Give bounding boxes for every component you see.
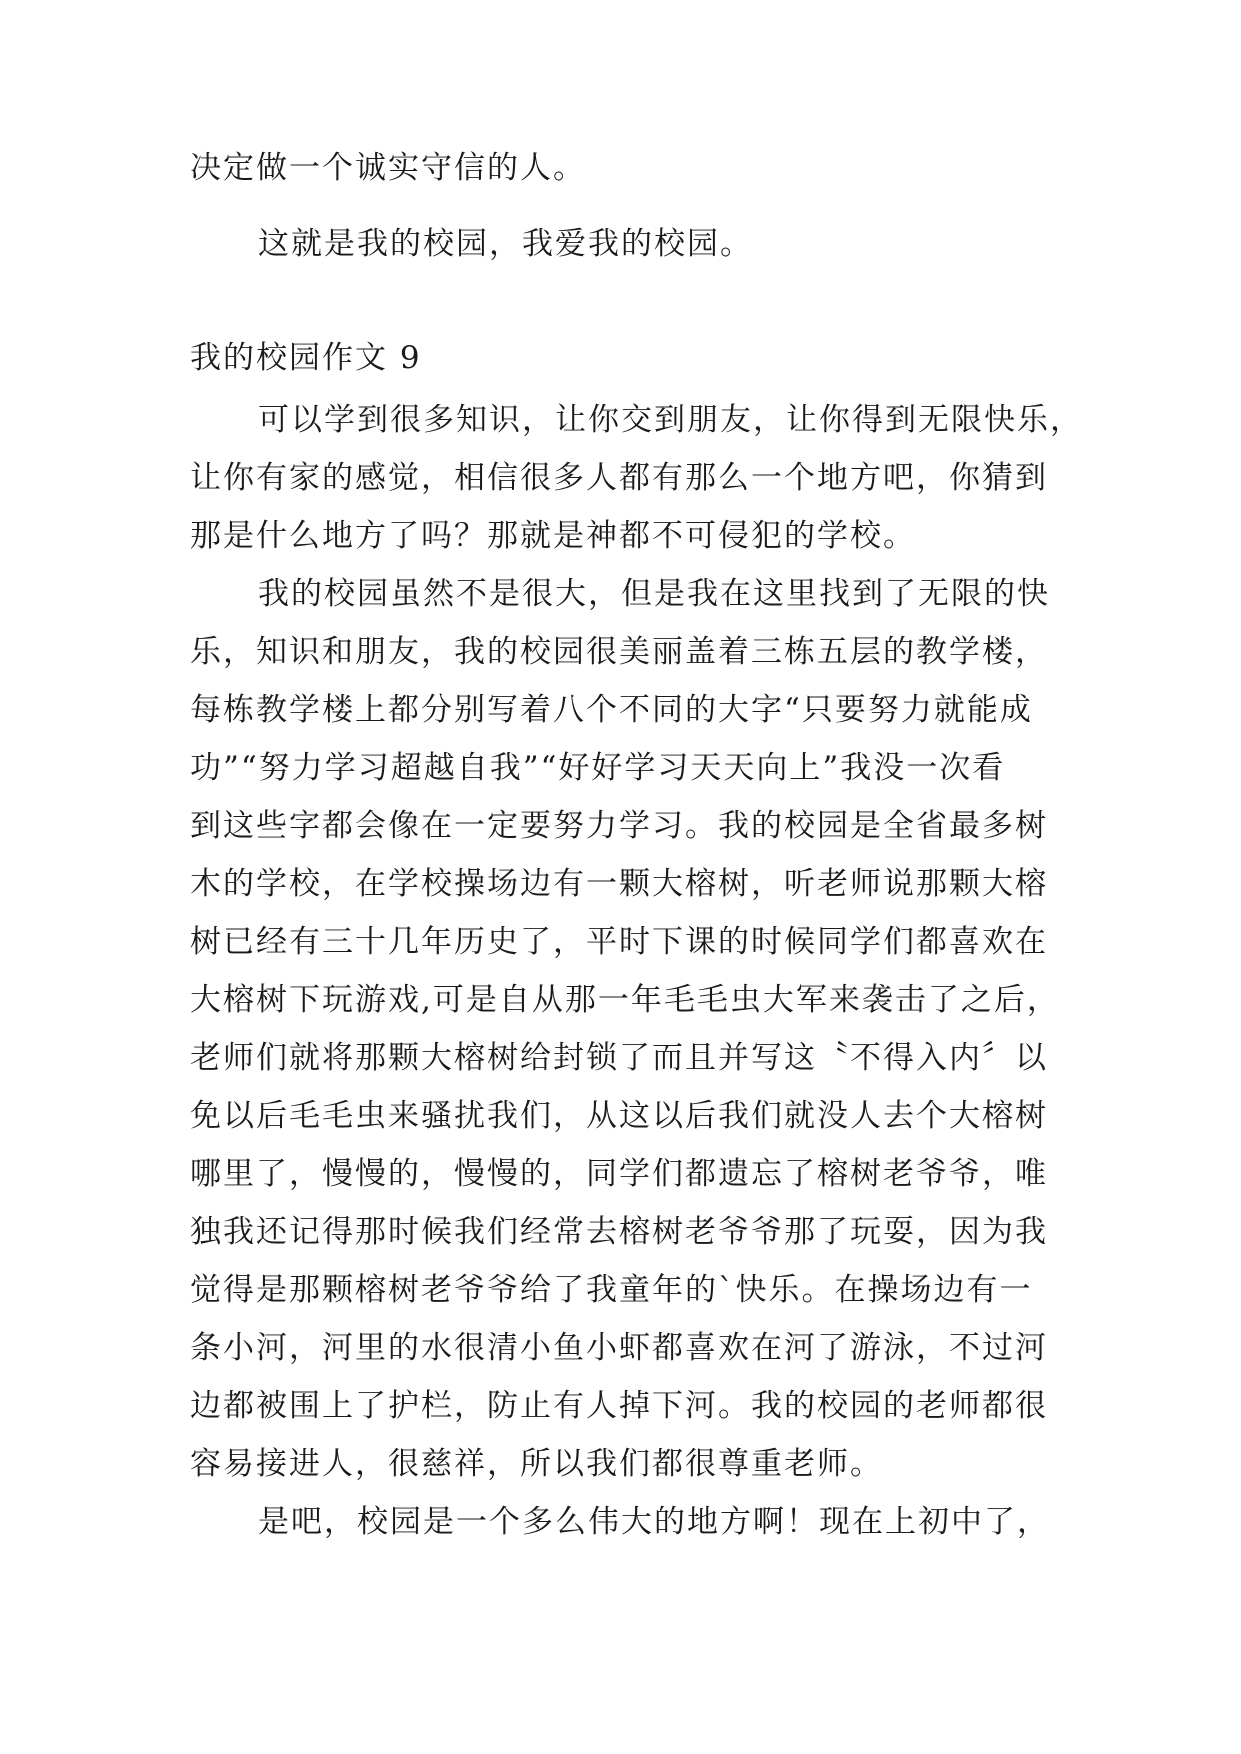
paragraph-line: 老师们就将那颗大榕树给封锁了而且并写这〝不得入内〞以 <box>190 1040 1048 1076</box>
paragraph-line: 大榕树下玩游戏,可是自从那一年毛毛虫大军来袭击了之后， <box>190 982 1060 1018</box>
paragraph-line: 独我还记得那时候我们经常去榕树老爷爷那了玩耍，因为我 <box>190 1214 1048 1250</box>
paragraph-line: 木的学校，在学校操场边有一颗大榕树，听老师说那颗大榕 <box>190 866 1048 902</box>
paragraph-line: 哪里了，慢慢的，慢慢的，同学们都遗忘了榕树老爷爷，唯 <box>190 1156 1048 1192</box>
paragraph-line: 让你有家的感觉，相信很多人都有那么一个地方吧，你猜到 <box>190 460 1048 496</box>
paragraph-line: 可以学到很多知识，让你交到朋友，让你得到无限快乐， <box>258 402 1083 438</box>
paragraph-line: 容易接进人，很慈祥，所以我们都很尊重老师。 <box>190 1446 883 1482</box>
paragraph-line: 每栋教学楼上都分别写着八个不同的大字“只要努力就能成 <box>190 692 1033 728</box>
paragraph-line: 我的校园虽然不是很大，但是我在这里找到了无限的快 <box>258 576 1050 612</box>
paragraph-line: 树已经有三十几年历史了，平时下课的时候同学们都喜欢在 <box>190 924 1048 960</box>
paragraph-line: 条小河，河里的水很清小鱼小虾都喜欢在河了游泳，不过河 <box>190 1330 1048 1366</box>
paragraph-line: 这就是我的校园，我爱我的校园。 <box>258 226 753 262</box>
paragraph-line: 那是什么地方了吗？那就是神都不可侵犯的学校。 <box>190 518 916 554</box>
paragraph-line: 功”“努力学习超越自我”“好好学习天天向上”我没一次看 <box>190 750 1006 786</box>
paragraph-line: 决定做一个诚实守信的人。 <box>190 150 586 186</box>
paragraph-line: 免以后毛毛虫来骚扰我们，从这以后我们就没人去个大榕树 <box>190 1098 1048 1134</box>
paragraph-line: 到这些字都会像在一定要努力学习。我的校园是全省最多树 <box>190 808 1048 844</box>
paragraph-line: 是吧，校园是一个多么伟大的地方啊！现在上初中了， <box>258 1504 1050 1540</box>
section-heading: 我的校园作文 9 <box>190 340 422 376</box>
paragraph-line: 觉得是那颗榕树老爷爷给了我童年的`快乐。在操场边有一 <box>190 1272 1033 1308</box>
paragraph-line: 边都被围上了护栏，防止有人掉下河。我的校园的老师都很 <box>190 1388 1048 1424</box>
paragraph-line: 乐，知识和朋友，我的校园很美丽盖着三栋五层的教学楼， <box>190 634 1048 670</box>
